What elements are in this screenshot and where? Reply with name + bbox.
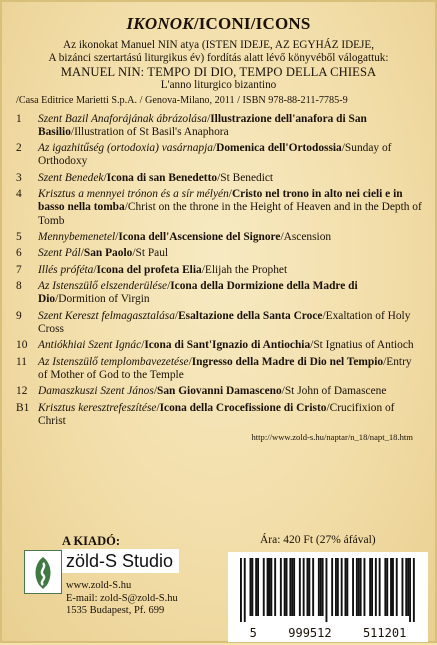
- item-title-hungarian: Szent Pál: [38, 247, 81, 260]
- barcode-bar: [375, 558, 377, 616]
- barcode-bar: [407, 558, 409, 616]
- item-title-english: Dormition of Virgin: [58, 293, 150, 306]
- item-title-english: Entry of Mother of God to the Temple: [38, 355, 412, 381]
- icon-list-item: [16, 231, 423, 244]
- barcode-bar: [251, 558, 253, 616]
- barcode: [228, 552, 428, 642]
- item-title-english: Ascension: [283, 230, 332, 243]
- item-title-english: St Ignatius of Antioch: [313, 339, 414, 352]
- item-title-hungarian: Krisztus keresztrefeszítése: [38, 401, 157, 414]
- item-text: Antiókhiai Szent Ignác/Icona di Sant'Ignazio di Antiochia/St Ignatius of Antioch: [38, 339, 414, 352]
- book-subtitle: L'anno liturgico bizantino: [160, 79, 277, 92]
- barcode-bar: [250, 558, 252, 616]
- item-title-italian: Icona di Sant'Ignazio di Antiochia: [144, 339, 311, 352]
- item-number: B1: [16, 401, 30, 414]
- item-title-english: St Benedict: [220, 171, 274, 184]
- barcode-bar: [356, 558, 358, 616]
- barcode-bar: [269, 558, 271, 616]
- barcode-bar: [322, 558, 324, 616]
- item-title-italian: Illustrazione dell'anafora di San Basilio: [38, 112, 367, 138]
- item-number: 11: [16, 355, 27, 368]
- item-title-hungarian: Az igazhitűség (ortodoxia) vasárnapja: [38, 142, 213, 155]
- barcode-bar: [402, 558, 404, 616]
- item-text: Krisztus a mennyei trónon és a sír mélyén/Cristo nel trono in alto nei cieli e in basso nella tomba/Christ on the throne in the Height of Heaven and in the Depth of Tomb: [38, 188, 422, 227]
- item-title-english: Christ on the throne in the Height of Heaven and in the Depth of Tomb: [38, 201, 422, 227]
- barcode-bar: [286, 558, 288, 616]
- barcode-bar: [274, 558, 276, 616]
- icon-list-item: [16, 280, 423, 306]
- barcode-digit-group-2: 999512: [288, 626, 332, 640]
- page-title: [2, 14, 435, 34]
- price-label: Ára: 420 Ft (27% áfával): [260, 534, 376, 546]
- barcode-digit-group-3: 511201: [362, 626, 407, 640]
- item-text: Az Istenszülő templombavezetése/Ingresso della Madre di Dio nel Tempio/Entry of Mother of God to the Temple: [38, 355, 412, 381]
- publisher-footer: [2, 530, 437, 645]
- imprint-line: /Casa Editrice Marietti S.p.A. / Genova-Milano, 2011 / ISBN 978-88-211-7785-9: [16, 94, 348, 106]
- icon-list-item: [16, 385, 423, 398]
- barcode-bar: [284, 558, 286, 616]
- icon-list-item: [16, 339, 423, 352]
- item-title-hungarian: Krisztus a mennyei trónon és a sír mélyén: [38, 188, 229, 201]
- barcode-bar: [386, 558, 388, 616]
- title-hungarian: IKONOK: [126, 14, 194, 33]
- item-text: Szent Pál/San Paolo/St Paul: [38, 247, 169, 260]
- barcode-bar: [326, 558, 328, 622]
- barcode-bar: [303, 558, 305, 616]
- item-number: 10: [16, 339, 28, 352]
- item-title-italian: San Paolo: [83, 247, 133, 260]
- barcode-bar: [346, 558, 348, 616]
- barcode-bar: [369, 558, 371, 616]
- item-title-english: Elijah the Prophet: [204, 263, 288, 276]
- barcode-bar: [293, 558, 295, 616]
- barcode-bar: [280, 558, 282, 616]
- item-title-italian: Cristo nel trono in alto nei cieli e in basso nella tomba: [38, 188, 403, 214]
- barcode-bar: [390, 558, 392, 616]
- barcode-bar: [291, 558, 293, 616]
- intro-line-2: A bizánci szertartású liturgikus év) fordítás alatt lévő könyvéből válogattuk:: [48, 52, 389, 65]
- item-text: Szent Benedek/Icona di san Benedetto/St Benedict: [38, 171, 274, 184]
- item-text: Az igazhitűség (ortodoxia) vasárnapja/Domenica dell'Ortodossia/Sunday of Orthodoxy: [38, 142, 392, 168]
- item-number: 7: [16, 263, 22, 276]
- zold-s-logo-icon: [24, 550, 62, 594]
- item-title-italian: Icona della Crocefissione di Cristo: [159, 401, 327, 414]
- item-number: 1: [16, 112, 22, 125]
- barcode-bar: [396, 558, 398, 616]
- item-title-hungarian: Mennybemenetel: [38, 230, 116, 243]
- barcode-bar: [405, 558, 407, 616]
- barcode-bar: [358, 558, 360, 616]
- item-number: 3: [16, 171, 22, 184]
- item-number: 4: [16, 188, 22, 201]
- item-title-italian: Icona della Dormizione della Madre di Dio: [38, 280, 358, 306]
- barcode-bars: [228, 552, 428, 626]
- item-title-hungarian: Az Istenszülő templombavezetése: [38, 355, 189, 368]
- title-rest: /ICONI/ICONS: [193, 14, 311, 33]
- barcode-bar: [318, 558, 320, 616]
- barcode-bar: [341, 558, 343, 616]
- publisher-email[interactable]: E-mail: zold-S@zold-S.hu: [66, 592, 178, 604]
- item-text: Damaszkuszi Szent János/San Giovanni Damasceno/St John of Damascene: [38, 385, 387, 398]
- barcode-bar: [360, 558, 362, 616]
- item-title-italian: Ingresso della Madre di Dio nel Tempio: [191, 355, 384, 368]
- item-title-english: Exaltation of Holy Cross: [38, 309, 411, 335]
- item-title-hungarian: Szent Benedek: [38, 171, 104, 184]
- item-text: Mennybemenetel/Icona dell'Ascensione del Signore/Ascension: [38, 230, 332, 243]
- barcode-bar: [240, 558, 242, 622]
- barcode-bar: [352, 558, 354, 616]
- item-title-hungarian: Antiókhiai Szent Ignác: [38, 339, 142, 352]
- intro-text: [2, 39, 435, 93]
- barcode-bar: [267, 558, 269, 616]
- barcode-bar: [409, 558, 411, 622]
- publisher-address: 1535 Budapest, Pf. 699: [66, 605, 165, 616]
- barcode-bar: [392, 558, 394, 616]
- item-text: Krisztus keresztrefeszítése/Icona della Crocefissione di Cristo/Crucifixion of Christ: [38, 401, 395, 427]
- barcode-bar: [345, 558, 347, 616]
- barcode-bar: [255, 558, 257, 616]
- icon-list-item: [16, 356, 423, 382]
- icon-list-item: [16, 113, 423, 139]
- item-text: Szent Kereszt felmagasztalása/Esaltazione della Santa Croce/Exaltation of Holy Cross: [38, 309, 411, 335]
- barcode-bar: [289, 558, 291, 616]
- item-title-hungarian: Az Istenszülő elszenderülése: [38, 280, 168, 293]
- icon-list-item: [16, 172, 423, 185]
- item-number: 9: [16, 309, 22, 322]
- barcode-bar: [331, 558, 333, 616]
- publisher-contact: [66, 580, 178, 618]
- item-title-english: Crucifixion of Christ: [38, 401, 395, 427]
- item-title-italian: Esaltazione della Santa Croce: [178, 309, 323, 322]
- item-number: 8: [16, 280, 22, 293]
- barcode-bar: [299, 558, 301, 616]
- barcode-bar: [270, 558, 272, 616]
- item-title-italian: Icona di san Benedetto: [106, 171, 218, 184]
- icon-list-item: [16, 142, 423, 168]
- barcode-bar: [371, 558, 373, 616]
- barcode-bar: [320, 558, 322, 616]
- book-title: MANUEL NIN: TEMPO DI DIO, TEMPO DELLA CHIESA: [60, 65, 377, 80]
- barcode-bar: [384, 558, 386, 616]
- barcode-bar: [379, 558, 381, 616]
- intro-line-1: Az ikonokat Manuel NIN atya (ISTEN IDEJE, AZ EGYHÁZ IDEJE,: [62, 39, 374, 51]
- item-title-english: Illustration of St Basil's Anaphora: [74, 125, 229, 138]
- item-title-italian: Domenica dell'Ortodossia: [216, 142, 342, 155]
- item-number: 6: [16, 247, 22, 260]
- barcode-bar: [335, 558, 337, 616]
- icon-list-item: [16, 247, 423, 260]
- item-number: 2: [16, 142, 22, 155]
- barcode-bar: [364, 558, 366, 616]
- barcode-bar: [263, 558, 265, 616]
- icon-list-item: [16, 264, 423, 277]
- item-text: Az Istenszülő elszenderülése/Icona della Dormizione della Madre di Dio/Dormition of Virgin: [38, 280, 358, 306]
- item-title-english: St Paul: [135, 247, 169, 260]
- item-title-english: St John of Damascene: [284, 385, 387, 398]
- item-text: Szent Bazil Anaforájának ábrázolása/Illustrazione dell'anafora di San Basilio/Illustration of St Basil's Anaphora: [38, 112, 367, 138]
- item-title-hungarian: Szent Kereszt felmagasztalása: [38, 309, 175, 322]
- source-url[interactable]: http://www.zold-s.hu/naptar/n_18/napt_18.htm: [251, 432, 413, 443]
- barcode-bar: [413, 558, 415, 622]
- barcode-bar: [337, 558, 339, 616]
- item-number: 12: [16, 385, 28, 398]
- icon-list: [2, 113, 435, 429]
- barcode-digits: [228, 626, 428, 640]
- publisher-brand: zöld-S Studio: [62, 549, 179, 573]
- publisher-website[interactable]: www.zold-S.hu: [66, 580, 132, 591]
- item-title-english: Sunday of Orthodoxy: [38, 142, 392, 168]
- barcode-bar: [308, 558, 310, 616]
- item-number: 5: [16, 230, 22, 243]
- item-title-italian: Icona del profeta Elia: [96, 263, 202, 276]
- barcode-bar: [257, 558, 259, 616]
- item-title-italian: San Giovanni Damasceno: [156, 385, 282, 398]
- item-title-hungarian: Illés próféta: [38, 263, 94, 276]
- item-title-hungarian: Damaszkuszi Szent János: [38, 385, 154, 398]
- icon-list-item: [16, 310, 423, 336]
- item-text: Illés próféta/Icona del profeta Elia/Elijah the Prophet: [38, 263, 288, 276]
- icon-list-item: [16, 188, 423, 228]
- barcode-bar: [312, 558, 314, 616]
- item-title-italian: Icona dell'Ascensione del Signore: [118, 230, 281, 243]
- icon-list-item: [16, 402, 423, 428]
- barcode-digit-group-1: 5: [249, 626, 257, 640]
- barcode-bar: [307, 558, 309, 616]
- barcode-bar: [244, 558, 246, 622]
- publisher-label: A KIADÓ:: [62, 534, 120, 548]
- item-title-hungarian: Szent Bazil Anaforájának ábrázolása: [38, 112, 208, 125]
